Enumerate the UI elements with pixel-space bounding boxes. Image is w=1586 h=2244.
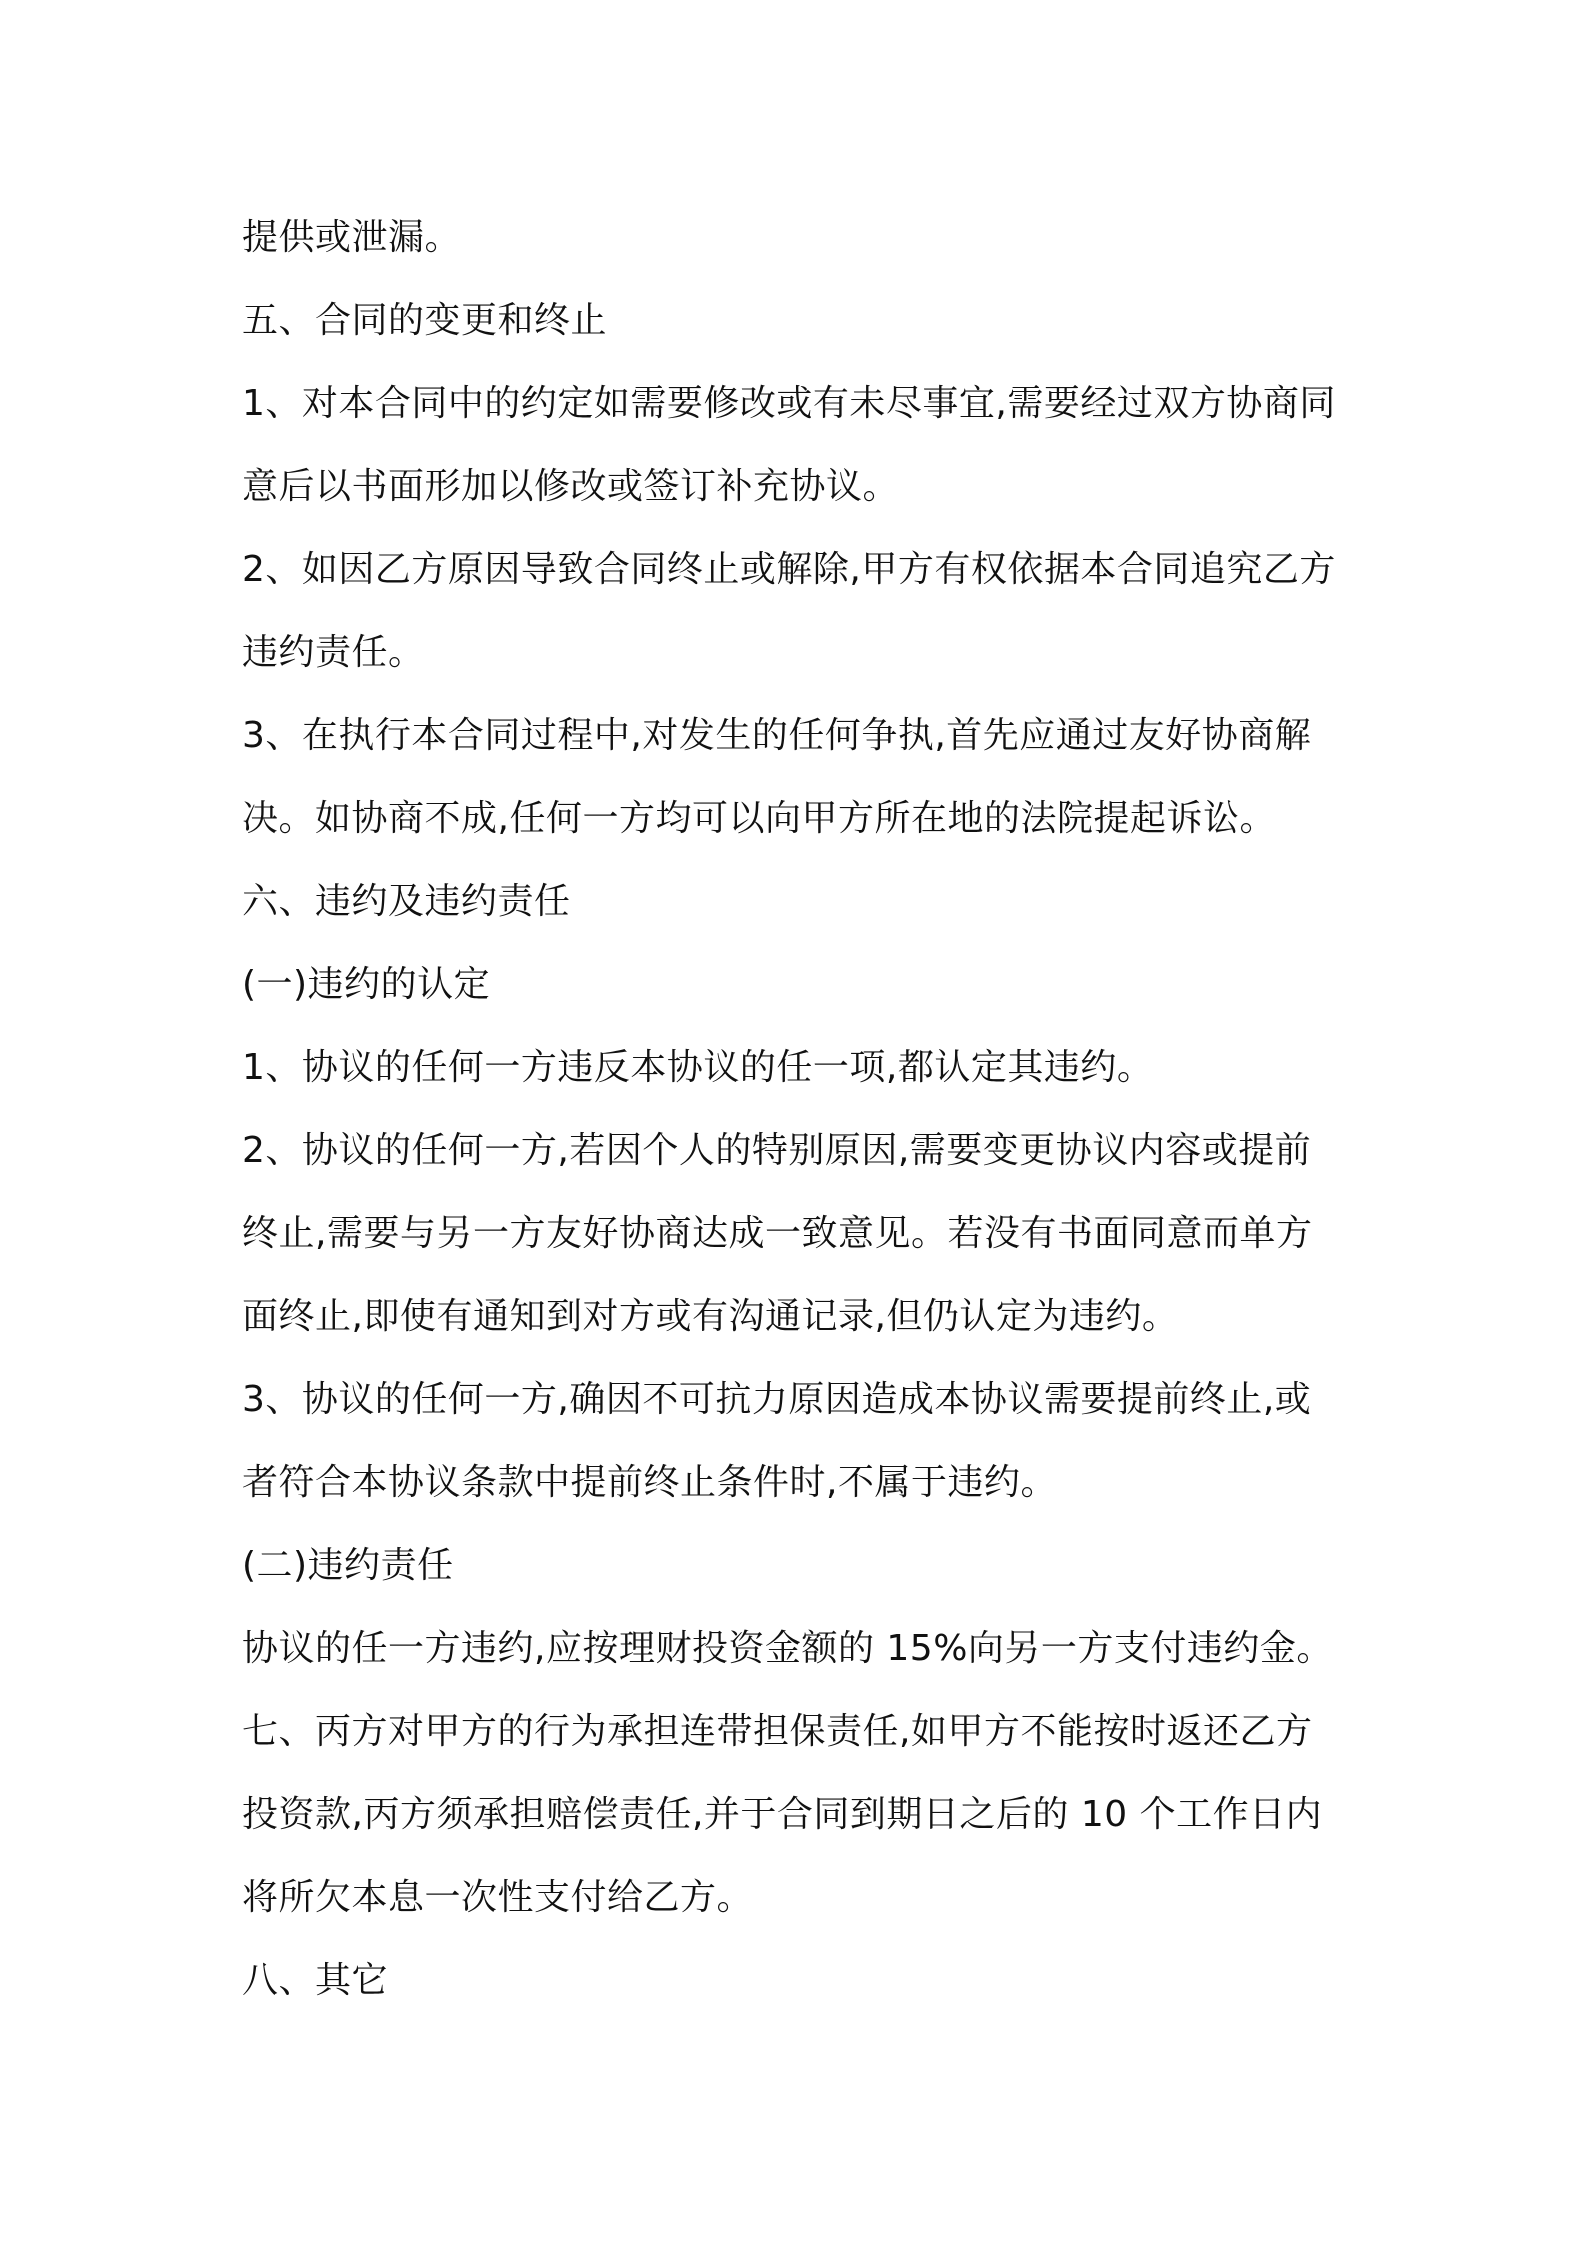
text-line: 投资款,丙方须承担赔偿责任,并于合同到期日之后的 10 个工作日内 bbox=[242, 1794, 1323, 1835]
section-heading: 六、违约及违约责任 bbox=[242, 881, 571, 922]
text-line: 意后以书面形加以修改或签订补充协议。 bbox=[242, 466, 900, 507]
text-line: 3、协议的任何一方,确因不可抗力原因造成本协议需要提前终止,或 bbox=[242, 1379, 1312, 1420]
text-line: 2、协议的任何一方,若因个人的特别原因,需要变更协议内容或提前 bbox=[242, 1130, 1312, 1171]
section-heading: 五、合同的变更和终止 bbox=[242, 300, 608, 341]
text-line: 协议的任一方违约,应按理财投资金额的 15%向另一方支付违约金。 bbox=[242, 1628, 1333, 1669]
section-heading: 七、丙方对甲方的行为承担连带担保责任,如甲方不能按时返还乙方 bbox=[242, 1711, 1313, 1752]
section-heading: 八、其它 bbox=[242, 1960, 389, 2001]
text-line: 1、对本合同中的约定如需要修改或有未尽事宜,需要经过双方协商同 bbox=[242, 383, 1336, 424]
subsection-heading: (二)违约责任 bbox=[242, 1545, 454, 1586]
text-line: 面终止,即使有通知到对方或有沟通记录,但仍认定为违约。 bbox=[242, 1296, 1179, 1337]
text-line: 2、如因乙方原因导致合同终止或解除,甲方有权依据本合同追究乙方 bbox=[242, 549, 1336, 590]
text-line: 终止,需要与另一方友好协商达成一致意见。若没有书面同意而单方 bbox=[242, 1213, 1313, 1254]
text-line: 1、协议的任何一方违反本协议的任一项,都认定其违约。 bbox=[242, 1047, 1154, 1088]
text-line: 者符合本协议条款中提前终止条件时,不属于违约。 bbox=[242, 1462, 1057, 1503]
document-body bbox=[242, 196, 1392, 2022]
text-line: 提供或泄漏。 bbox=[242, 217, 462, 258]
text-line: 决。如协商不成,任何一方均可以向甲方所在地的法院提起诉讼。 bbox=[242, 798, 1276, 839]
text-line: 违约责任。 bbox=[242, 632, 425, 673]
text-line: 将所欠本息一次性支付给乙方。 bbox=[242, 1877, 754, 1918]
text-line: 3、在执行本合同过程中,对发生的任何争执,首先应通过友好协商解 bbox=[242, 715, 1312, 756]
subsection-heading: (一)违约的认定 bbox=[242, 964, 491, 1005]
